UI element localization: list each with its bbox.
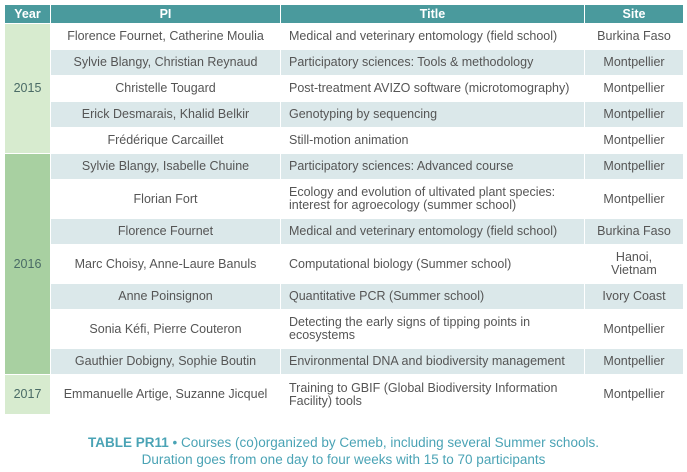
pi-cell: Florence Fournet, Catherine Moulia bbox=[51, 24, 281, 50]
header-pi: PI bbox=[51, 5, 281, 24]
courses-table bbox=[4, 4, 684, 415]
table-row bbox=[5, 245, 684, 284]
table-row bbox=[5, 24, 684, 50]
table-row bbox=[5, 128, 684, 154]
title-cell: Detecting the early signs of tipping points in ecosystems bbox=[281, 310, 585, 349]
table-row bbox=[5, 180, 684, 219]
site-cell: Montpellier bbox=[585, 50, 684, 76]
table-row bbox=[5, 284, 684, 310]
pi-cell: Frédérique Carcaillet bbox=[51, 128, 281, 154]
title-cell: Computational biology (Summer school) bbox=[281, 245, 585, 284]
year-cell: 2017 bbox=[5, 375, 51, 415]
table-row bbox=[5, 102, 684, 128]
caption-text: • Courses (co)organized by Cemeb, including several Summer schools. bbox=[168, 435, 599, 450]
site-cell: Montpellier bbox=[585, 76, 684, 102]
pi-cell: Florian Fort bbox=[51, 180, 281, 219]
pi-cell: Florence Fournet bbox=[51, 219, 281, 245]
site-cell: Ivory Coast bbox=[585, 284, 684, 310]
header-site: Site bbox=[585, 5, 684, 24]
site-cell: Montpellier bbox=[585, 310, 684, 349]
site-cell: Montpellier bbox=[585, 154, 684, 180]
title-cell: Still-motion animation bbox=[281, 128, 585, 154]
caption-line-1 bbox=[0, 434, 687, 451]
table-row bbox=[5, 76, 684, 102]
year-cell: 2016 bbox=[5, 154, 51, 375]
pi-cell: Sonia Kéfi, Pierre Couteron bbox=[51, 310, 281, 349]
table-caption bbox=[0, 434, 687, 468]
pi-cell: Erick Desmarais, Khalid Belkir bbox=[51, 102, 281, 128]
title-cell: Environmental DNA and biodiversity management bbox=[281, 349, 585, 375]
header-year: Year bbox=[5, 5, 51, 24]
site-cell: Montpellier bbox=[585, 375, 684, 415]
pi-cell: Emmanuelle Artige, Suzanne Jicquel bbox=[51, 375, 281, 415]
pi-cell: Christelle Tougard bbox=[51, 76, 281, 102]
title-cell: Participatory sciences: Advanced course bbox=[281, 154, 585, 180]
site-cell: Burkina Faso bbox=[585, 24, 684, 50]
pi-cell: Sylvie Blangy, Isabelle Chuine bbox=[51, 154, 281, 180]
title-cell: Medical and veterinary entomology (field school) bbox=[281, 24, 585, 50]
site-cell: Montpellier bbox=[585, 349, 684, 375]
title-cell: Genotyping by sequencing bbox=[281, 102, 585, 128]
table-row bbox=[5, 310, 684, 349]
table-row bbox=[5, 349, 684, 375]
site-cell: Hanoi, Vietnam bbox=[585, 245, 684, 284]
site-cell: Montpellier bbox=[585, 180, 684, 219]
site-cell: Montpellier bbox=[585, 102, 684, 128]
header-title: Title bbox=[281, 5, 585, 24]
pi-cell: Gauthier Dobigny, Sophie Boutin bbox=[51, 349, 281, 375]
table-row bbox=[5, 219, 684, 245]
title-cell: Ecology and evolution of ultivated plant species: interest for agroecology (summer school) bbox=[281, 180, 585, 219]
pi-cell: Sylvie Blangy, Christian Reynaud bbox=[51, 50, 281, 76]
title-cell: Quantitative PCR (Summer school) bbox=[281, 284, 585, 310]
caption-label: TABLE PR11 bbox=[88, 435, 169, 450]
table-row bbox=[5, 50, 684, 76]
year-cell: 2015 bbox=[5, 24, 51, 154]
title-cell: Training to GBIF (Global Biodiversity Information Facility) tools bbox=[281, 375, 585, 415]
title-cell: Participatory sciences: Tools & methodology bbox=[281, 50, 585, 76]
site-cell: Montpellier bbox=[585, 128, 684, 154]
site-cell: Burkina Faso bbox=[585, 219, 684, 245]
caption-line-2: Duration goes from one day to four weeks with 15 to 70 participants bbox=[141, 452, 546, 467]
title-cell: Medical and veterinary entomology (field school) bbox=[281, 219, 585, 245]
pi-cell: Marc Choisy, Anne-Laure Banuls bbox=[51, 245, 281, 284]
header-row bbox=[5, 5, 684, 24]
title-cell: Post-treatment AVIZO software (microtomography) bbox=[281, 76, 585, 102]
pi-cell: Anne Poinsignon bbox=[51, 284, 281, 310]
table-row bbox=[5, 375, 684, 415]
table-row bbox=[5, 154, 684, 180]
